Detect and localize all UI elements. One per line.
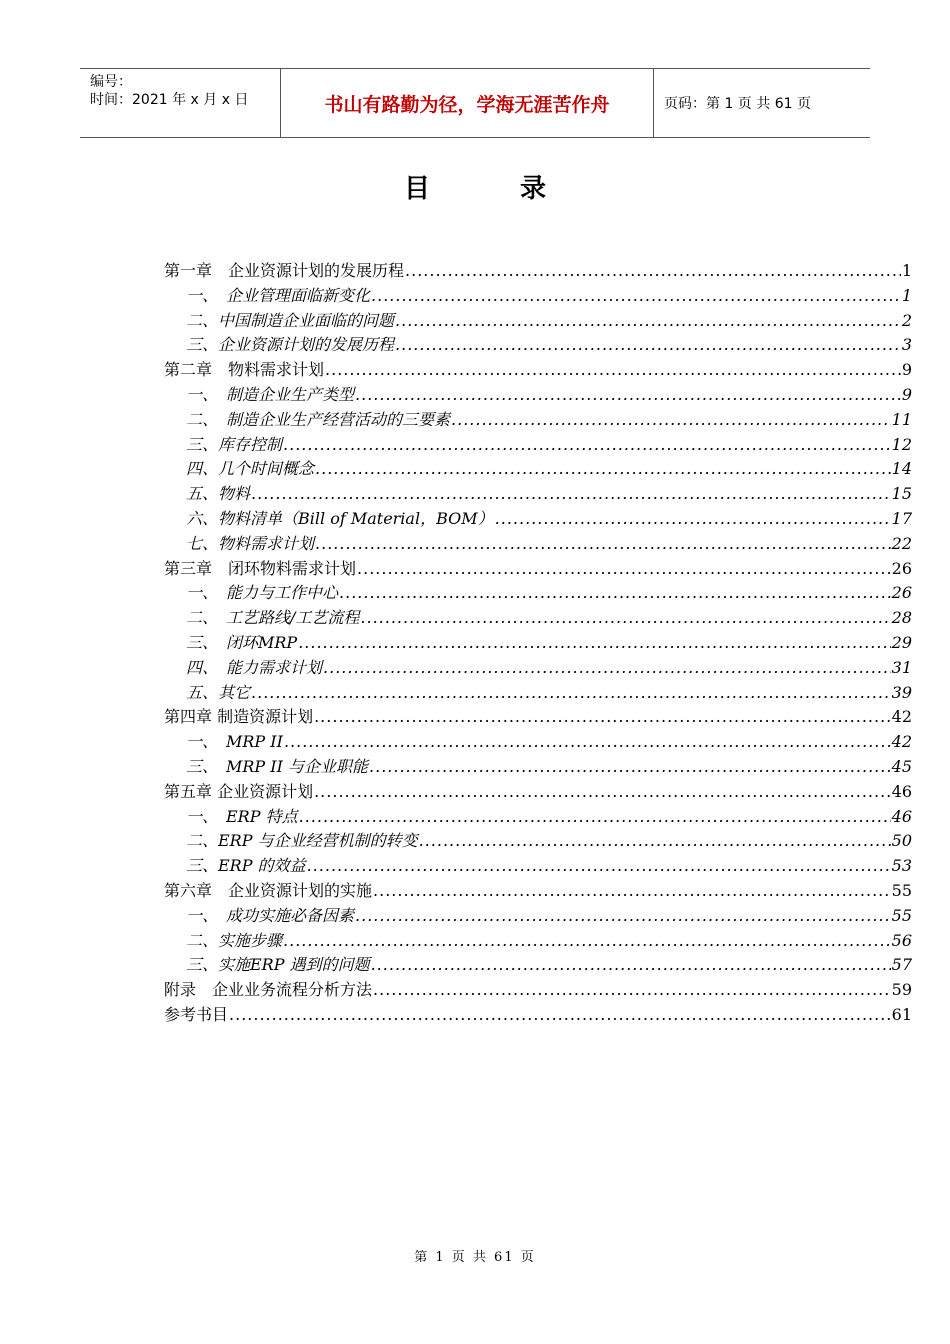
toc-entry-page: 26 — [891, 583, 912, 603]
toc-entry-label: 第三章 闭环物料需求计划 — [164, 558, 357, 578]
toc-entry[interactable] — [164, 630, 912, 655]
toc-entry-label: 一、 ERP 特点 — [186, 806, 298, 826]
toc-entry-page: 15 — [891, 484, 912, 504]
toc-entry[interactable] — [164, 580, 912, 605]
toc-entry[interactable] — [164, 456, 912, 481]
toc-entry-page: 1 — [901, 285, 912, 305]
toc-entry-label: 四、 能力需求计划 — [186, 657, 323, 677]
toc-entry-label: 五、物料 — [186, 484, 251, 504]
toc-entry[interactable] — [164, 729, 912, 754]
toc-entry-page: 28 — [891, 608, 912, 628]
toc-entry-page: 9 — [901, 384, 912, 404]
header-page-info: 页码：第 1 页 共 61 页 — [664, 96, 811, 112]
toc-entry-label: 一、 能力与工作中心 — [186, 583, 339, 603]
toc-entry-page: 17 — [891, 508, 912, 528]
toc-entry[interactable] — [164, 928, 912, 953]
toc-entry-label: 三、 MRP II 与企业职能 — [186, 756, 369, 776]
page-footer: 第 1 页 共 61 页 — [414, 1250, 536, 1265]
toc-entry[interactable] — [164, 432, 912, 457]
toc-entry-label: 七、物料需求计划 — [186, 533, 315, 553]
toc-entry-label: 三、ERP 的效益 — [186, 856, 306, 876]
toc-entry-label: 三、实施ERP 遇到的问题 — [186, 955, 370, 975]
toc-entry-page: 53 — [891, 856, 912, 876]
toc-entry[interactable] — [164, 506, 912, 531]
toc-entry[interactable] — [164, 407, 912, 432]
toc-entry-label: 参考书目 — [164, 1004, 229, 1024]
toc-entry-page: 50 — [891, 831, 912, 851]
toc-entry-page: 14 — [891, 459, 912, 479]
page-header — [80, 68, 870, 138]
toc-entry-page: 9 — [901, 360, 912, 380]
toc-entry-page: 1 — [901, 261, 912, 280]
toc-entry-page: 46 — [891, 806, 912, 826]
toc-entry-page: 42 — [891, 732, 912, 752]
toc-entry-page: 2 — [901, 310, 912, 330]
toc-entry[interactable] — [164, 357, 912, 382]
toc-entry[interactable] — [164, 828, 912, 853]
toc-entry-label: 二、 制造企业生产经营活动的三要素 — [186, 409, 451, 429]
toc-entry-page: 57 — [891, 955, 912, 975]
toc-entry[interactable] — [164, 903, 912, 928]
header-meta — [80, 69, 281, 137]
toc-entry[interactable] — [164, 1002, 912, 1027]
toc-entry-label: 一、 制造企业生产类型 — [186, 384, 355, 404]
toc-entry-page: 26 — [891, 558, 912, 578]
page-title — [0, 168, 950, 205]
toc-entry[interactable] — [164, 308, 912, 333]
toc-entry-label: 一、 企业管理面临新变化 — [186, 285, 371, 305]
toc-entry[interactable] — [164, 283, 912, 308]
toc-entry[interactable] — [164, 556, 912, 581]
toc-entry-page: 45 — [891, 756, 912, 776]
toc-entry-label: 二、ERP 与企业经营机制的转变 — [186, 831, 418, 851]
toc-entry[interactable] — [164, 878, 912, 903]
toc-entry[interactable] — [164, 605, 912, 630]
toc-entry[interactable] — [164, 382, 912, 407]
title-right: 录 — [520, 174, 547, 204]
toc-entry-label: 五、其它 — [186, 682, 251, 702]
toc-entry[interactable] — [164, 332, 912, 357]
toc-entry-label: 附录 企业业务流程分析方法 — [164, 980, 373, 1000]
toc-entry-page: 11 — [891, 409, 912, 429]
toc-entry-page: 29 — [891, 632, 912, 652]
toc-entry-label: 三、库存控制 — [186, 434, 283, 454]
toc-entry-page: 12 — [891, 434, 912, 454]
toc-entry-label: 四、几个时间概念 — [186, 459, 315, 479]
toc-entry-label: 第二章 物料需求计划 — [164, 360, 325, 380]
toc-entry[interactable] — [164, 481, 912, 506]
toc-entry-label: 一、 MRP II — [186, 732, 283, 752]
toc-entry-page: 55 — [891, 880, 912, 900]
toc-entry-label: 三、 闭环MRP — [186, 632, 298, 652]
toc-entry-page: 31 — [891, 657, 912, 677]
toc-entry[interactable] — [164, 977, 912, 1002]
time-label: 时间：2021 年 x 月 x 日 — [90, 92, 249, 108]
toc-entry-page: 55 — [891, 905, 912, 925]
toc-entry[interactable] — [164, 258, 912, 283]
toc-entry[interactable] — [164, 952, 912, 977]
toc-entry-page: 39 — [891, 682, 912, 702]
toc-entry-label: 二、 工艺路线/工艺流程 — [186, 608, 360, 628]
toc-entry-label: 六、物料清单（Bill of Material，BOM） — [186, 508, 494, 528]
toc-entry-page: 61 — [891, 1004, 912, 1024]
toc-entry-label: 第一章 企业资源计划的发展历程 — [164, 261, 405, 280]
toc-entry-label: 第五章 企业资源计划 — [164, 781, 314, 801]
toc-entry[interactable] — [164, 531, 912, 556]
code-label: 编号： — [90, 74, 132, 90]
toc-entry[interactable] — [164, 779, 912, 804]
toc-entry-page: 22 — [891, 533, 912, 553]
header-motto: 书山有路勤为径，学海无涯苦作舟 — [281, 69, 654, 137]
toc-entry[interactable] — [164, 655, 912, 680]
toc-entry-page: 56 — [891, 930, 912, 950]
toc-entry-page: 46 — [891, 781, 912, 801]
toc-entry-page: 42 — [891, 707, 912, 727]
toc-entry-label: 一、 成功实施必备因素 — [186, 905, 355, 925]
toc-entry-label: 二、实施步骤 — [186, 930, 283, 950]
toc-entry-label: 第四章 制造资源计划 — [164, 707, 314, 727]
toc-entry[interactable] — [164, 680, 912, 705]
toc-entry-page: 59 — [891, 980, 912, 1000]
toc-entry-page: 3 — [901, 335, 912, 355]
toc-entry[interactable] — [164, 754, 912, 779]
toc-entry[interactable] — [164, 853, 912, 878]
toc-entry-label: 二、中国制造企业面临的问题 — [186, 310, 395, 330]
toc-entry-label: 三、企业资源计划的发展历程 — [186, 335, 395, 355]
title-left: 目 — [403, 174, 430, 204]
toc-entry-label: 第六章 企业资源计划的实施 — [164, 880, 373, 900]
toc-entry[interactable] — [164, 804, 912, 829]
toc-entry[interactable] — [164, 704, 912, 729]
table-of-contents — [164, 258, 912, 1027]
